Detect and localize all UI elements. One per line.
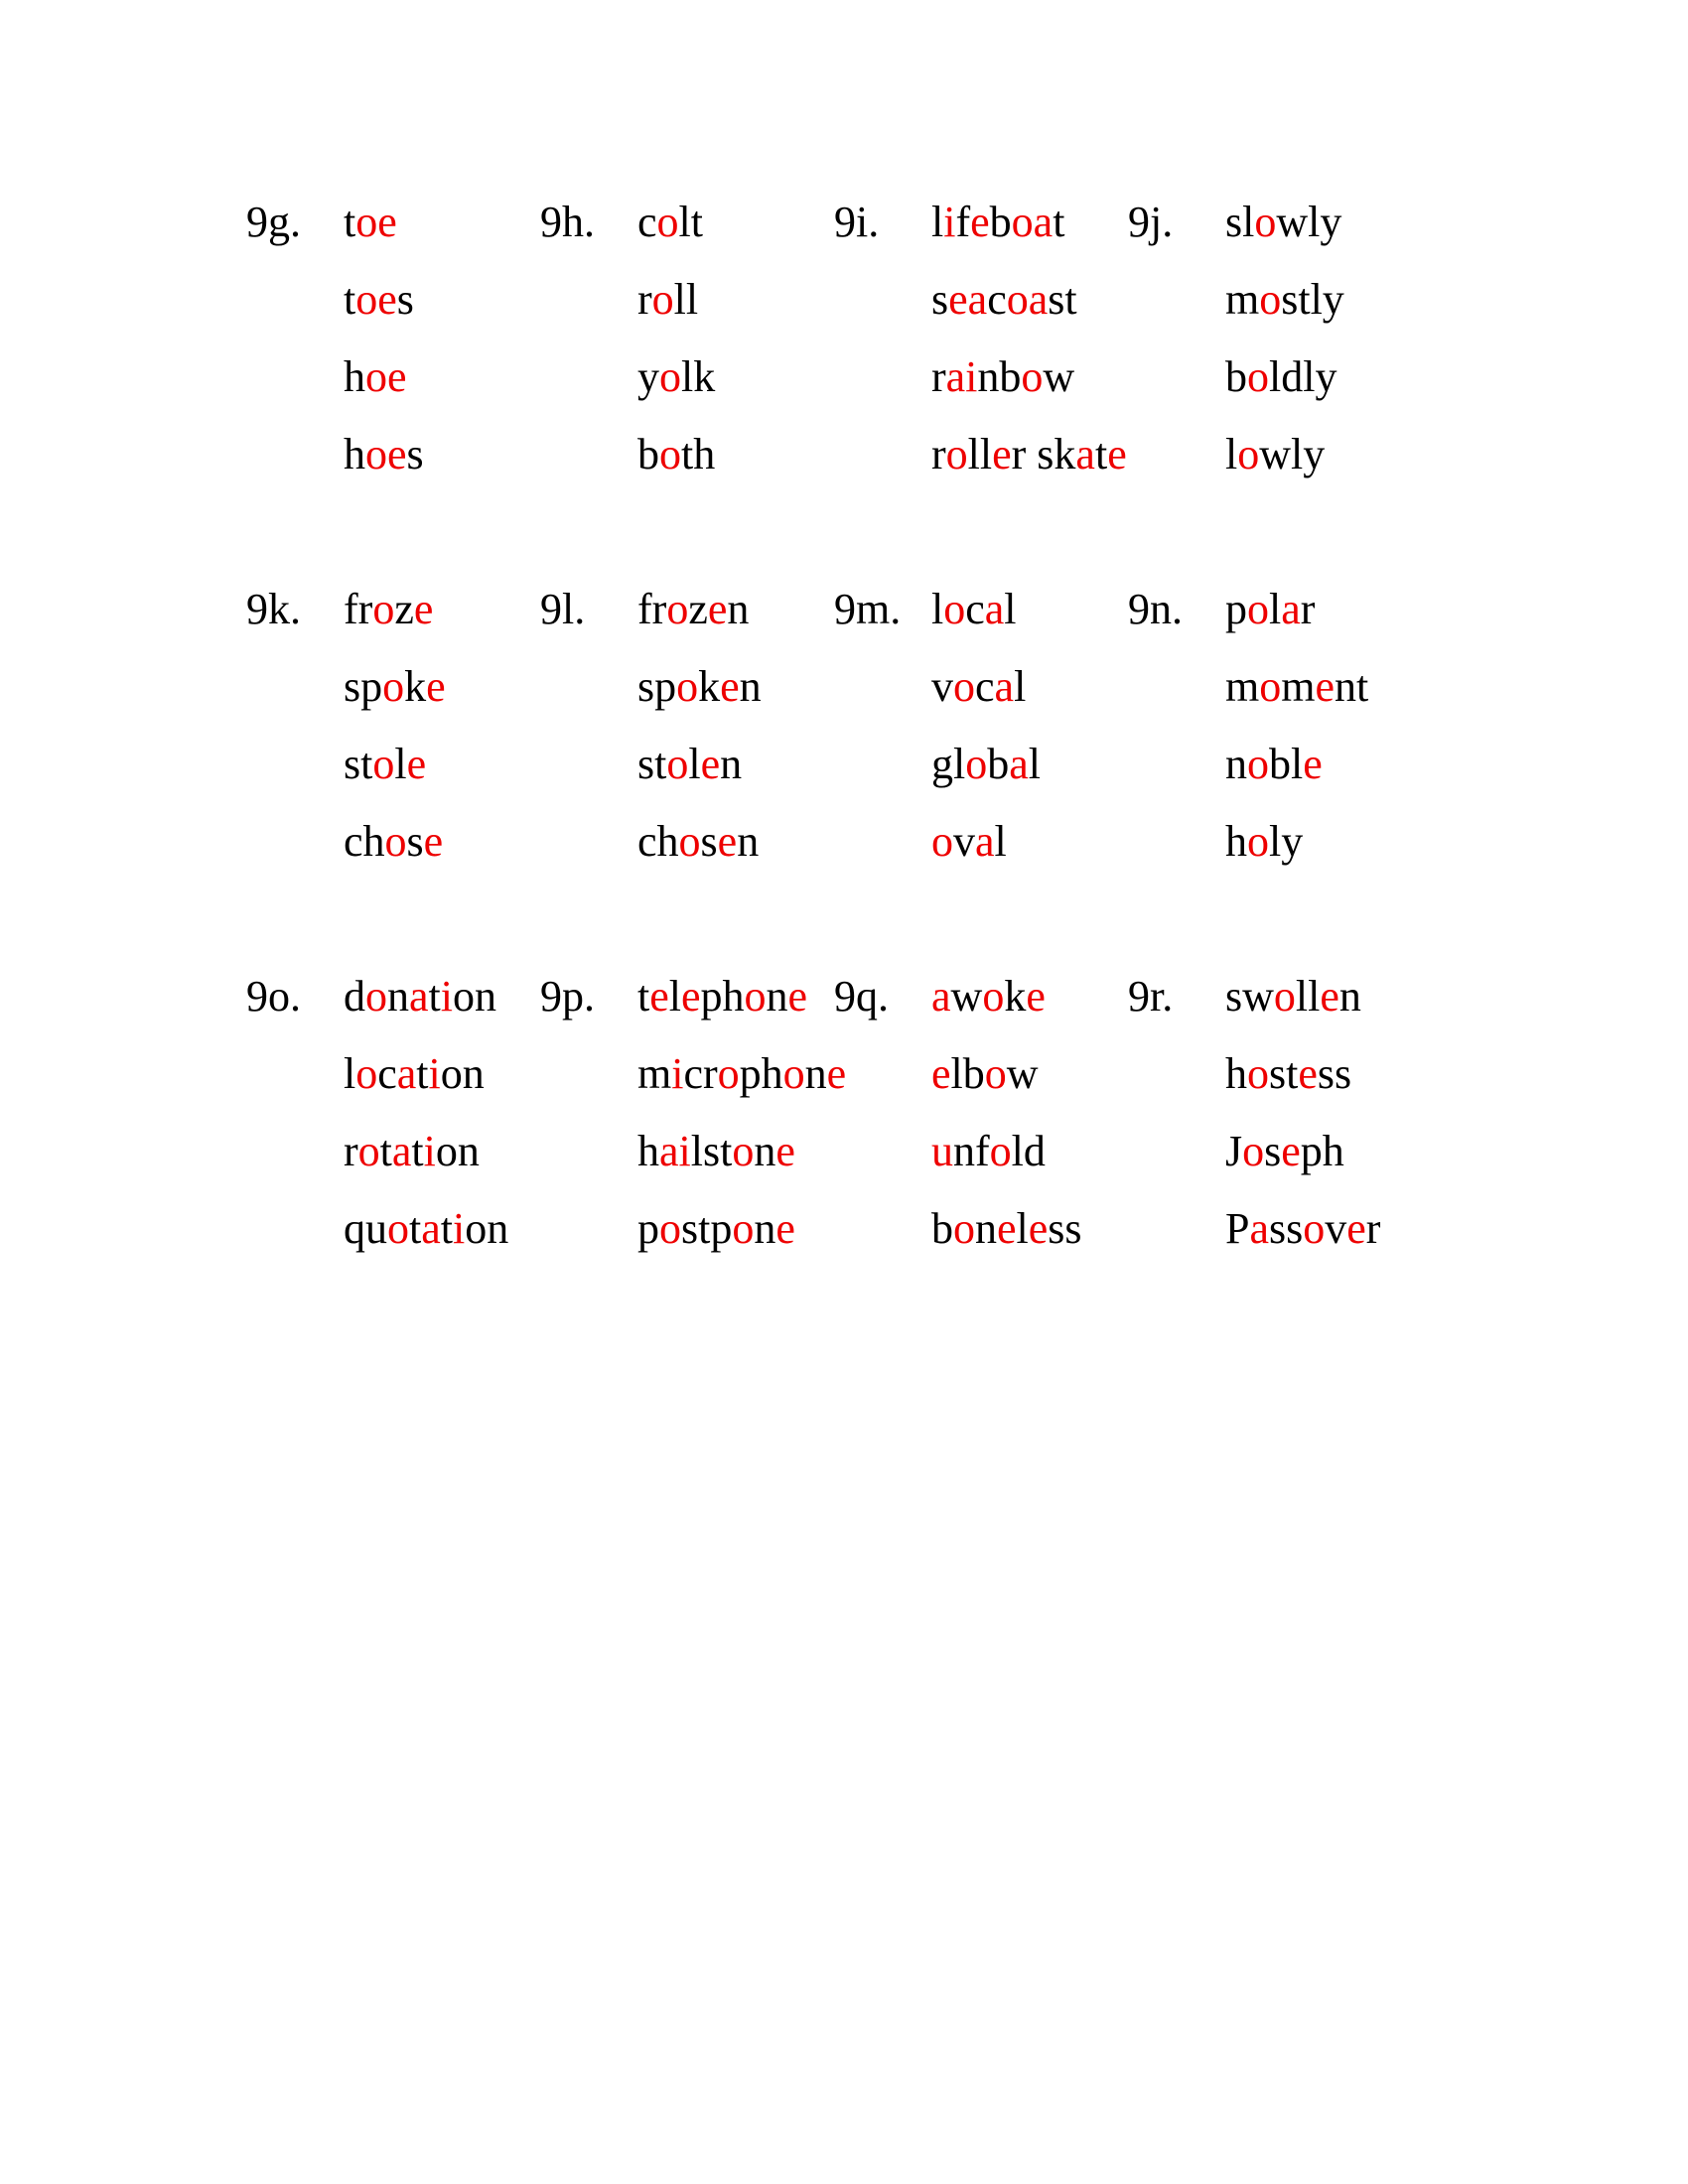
word-entry — [1225, 584, 1315, 635]
highlighted-letters: oa — [1006, 275, 1049, 324]
word-entry — [1225, 1203, 1380, 1255]
plain-letters: k — [1004, 972, 1027, 1021]
highlighted-letters: e — [423, 817, 444, 866]
word-entry — [637, 1126, 795, 1177]
plain-letters: n — [754, 1127, 776, 1175]
highlighted-letters: u — [931, 1127, 953, 1175]
highlighted-letters: o — [651, 275, 674, 324]
plain-letters: s — [406, 817, 424, 866]
plain-letters: l — [1004, 585, 1017, 633]
highlighted-letters: o — [1247, 740, 1269, 788]
plain-letters: st — [637, 740, 667, 788]
plain-letters: cr — [683, 1049, 718, 1098]
highlighted-letters: o — [1247, 352, 1269, 401]
plain-letters: l — [668, 972, 681, 1021]
plain-letters: ss — [1048, 1204, 1082, 1253]
plain-letters: t — [440, 1204, 453, 1253]
plain-letters: c — [975, 662, 995, 711]
plain-letters: s — [1264, 1127, 1282, 1175]
highlighted-letters: o — [931, 817, 953, 866]
word-entry — [637, 584, 749, 635]
word-entry — [931, 971, 1046, 1023]
plain-letters: n — [739, 662, 762, 711]
word-entry — [637, 1203, 795, 1255]
word-entry — [637, 661, 762, 713]
plain-letters: l — [688, 740, 701, 788]
word-entry — [1225, 274, 1344, 326]
highlighted-letters: o — [372, 740, 395, 788]
plain-letters: ly — [1269, 817, 1304, 866]
plain-letters: r — [344, 1127, 358, 1175]
highlighted-letters: o — [732, 1204, 755, 1253]
plain-letters: k — [698, 662, 721, 711]
plain-letters: n — [766, 972, 788, 1021]
plain-letters: stp — [681, 1204, 733, 1253]
plain-letters: P — [1225, 1204, 1250, 1253]
word-entry — [931, 1203, 1082, 1255]
word-entry — [344, 197, 397, 248]
plain-letters: h — [344, 352, 365, 401]
group-label: 9j. — [1128, 198, 1174, 246]
word-entry — [344, 1048, 485, 1100]
highlighted-letters: o — [732, 1127, 755, 1175]
word-entry — [931, 1126, 1046, 1177]
plain-letters: b — [987, 740, 1010, 788]
plain-letters: wly — [1276, 198, 1342, 246]
highlighted-letters: o — [659, 352, 681, 401]
highlighted-letters: o — [357, 1127, 380, 1175]
highlighted-letters: a — [396, 1049, 417, 1098]
highlighted-letters: a — [931, 972, 951, 1021]
plain-letters: l — [394, 740, 407, 788]
plain-letters: h — [344, 430, 365, 478]
word-entry — [344, 1203, 508, 1255]
highlighted-letters: o — [717, 1049, 740, 1098]
plain-letters: n — [737, 817, 760, 866]
plain-letters: on — [435, 1127, 480, 1175]
highlighted-letters: e — [1298, 1049, 1318, 1098]
highlighted-letters: o — [989, 1127, 1012, 1175]
word-entry — [637, 971, 807, 1023]
highlighted-letters: o — [355, 1049, 378, 1098]
plain-letters: c — [965, 585, 985, 633]
plain-letters: l — [931, 198, 944, 246]
plain-letters: n — [387, 972, 409, 1021]
highlighted-letters: a — [975, 817, 995, 866]
word-entry — [344, 816, 443, 868]
highlighted-letters: o — [1021, 352, 1044, 401]
group-label: 9r. — [1128, 972, 1174, 1021]
plain-letters: r — [931, 430, 946, 478]
plain-letters: st — [1048, 275, 1077, 324]
plain-letters: t — [637, 972, 650, 1021]
plain-letters: l — [1269, 585, 1282, 633]
highlighted-letters: a — [1281, 585, 1301, 633]
highlighted-letters: i — [423, 1127, 436, 1175]
plain-letters: gl — [931, 740, 966, 788]
highlighted-letters: o — [659, 1204, 681, 1253]
plain-letters: k — [404, 662, 427, 711]
highlighted-letters: i — [671, 1049, 684, 1098]
plain-letters: t — [379, 1127, 392, 1175]
plain-letters: lk — [681, 352, 716, 401]
highlighted-letters: o — [965, 740, 988, 788]
plain-letters: t — [409, 1204, 422, 1253]
word-entry — [344, 429, 424, 480]
plain-letters: n — [975, 1204, 997, 1253]
plain-letters: v — [931, 662, 953, 711]
plain-letters: r sk — [1011, 430, 1076, 478]
plain-letters: n — [1338, 972, 1361, 1021]
highlighted-letters: e — [826, 1049, 847, 1098]
plain-letters: m — [1225, 275, 1260, 324]
plain-letters: fr — [344, 585, 373, 633]
plain-letters: s — [700, 817, 718, 866]
highlighted-letters: e — [775, 1204, 795, 1253]
highlighted-letters: o — [1237, 430, 1260, 478]
word-entry — [637, 739, 742, 790]
highlighted-letters: o — [945, 430, 968, 478]
highlighted-letters: ai — [945, 352, 978, 401]
word-entry — [1225, 1126, 1344, 1177]
highlighted-letters: e — [1303, 740, 1323, 788]
plain-letters: t — [1053, 198, 1065, 246]
plain-letters: l — [1014, 662, 1027, 711]
highlighted-letters: a — [391, 1127, 412, 1175]
plain-letters: ll — [967, 430, 993, 478]
plain-letters: lst — [690, 1127, 733, 1175]
plain-letters: b — [1225, 352, 1247, 401]
plain-letters: n — [804, 1049, 827, 1098]
plain-letters: l — [994, 817, 1007, 866]
plain-letters: r — [1300, 585, 1316, 633]
highlighted-letters: a — [421, 1204, 441, 1253]
word-entry — [931, 197, 1064, 248]
plain-letters: v — [1325, 1204, 1347, 1253]
plain-letters: nb — [977, 352, 1022, 401]
plain-letters: ph — [1300, 1127, 1344, 1175]
highlighted-letters: o — [953, 1204, 975, 1253]
highlighted-letters: o — [382, 662, 405, 711]
plain-letters: w — [1006, 1049, 1039, 1098]
word-entry — [344, 351, 407, 403]
word-entry — [1225, 739, 1323, 790]
plain-letters: ll — [1295, 972, 1321, 1021]
plain-letters: c — [377, 1049, 397, 1098]
plain-letters: n — [720, 740, 743, 788]
highlighted-letters: o — [953, 662, 975, 711]
highlighted-letters: o — [1247, 1049, 1269, 1098]
group-label: 9p. — [540, 972, 595, 1021]
highlighted-letters: oa — [1011, 198, 1054, 246]
highlighted-letters: e — [700, 740, 721, 788]
highlighted-letters: o — [659, 430, 681, 478]
word-entry — [1225, 429, 1325, 480]
plain-letters: l — [344, 1049, 356, 1098]
highlighted-letters: e — [1281, 1127, 1301, 1175]
plain-letters: ss — [1269, 1204, 1304, 1253]
plain-letters: ph — [739, 1049, 783, 1098]
plain-letters: J — [1225, 1127, 1243, 1175]
plain-letters: d — [344, 972, 365, 1021]
highlighted-letters: o — [744, 972, 767, 1021]
plain-letters: ph — [700, 972, 745, 1021]
word-entry — [637, 197, 703, 248]
plain-letters: n — [1225, 740, 1247, 788]
plain-letters: h — [637, 1127, 659, 1175]
plain-letters: on — [465, 1204, 509, 1253]
plain-letters: c — [637, 198, 657, 246]
highlighted-letters: e — [992, 430, 1012, 478]
highlighted-letters: e — [717, 817, 738, 866]
plain-letters: p — [637, 1204, 659, 1253]
group-label: 9h. — [540, 198, 595, 246]
highlighted-letters: oe — [365, 352, 407, 401]
plain-letters: t — [1094, 430, 1108, 478]
plain-letters: on — [440, 1049, 485, 1098]
highlighted-letters: o — [372, 585, 395, 633]
group-label: 9m. — [834, 585, 902, 633]
highlighted-letters: e — [1320, 972, 1339, 1021]
highlighted-letters: o — [678, 817, 701, 866]
plain-letters: nt — [1335, 662, 1369, 711]
plain-letters: lt — [678, 198, 703, 246]
word-entry — [931, 429, 1127, 480]
plain-letters: ldly — [1269, 352, 1337, 401]
plain-letters: on — [453, 972, 496, 1021]
highlighted-letters: o — [1303, 1204, 1326, 1253]
plain-letters: t — [344, 275, 356, 324]
highlighted-letters: e — [426, 662, 446, 711]
highlighted-letters: oe — [365, 430, 407, 478]
plain-letters: r — [637, 275, 652, 324]
highlighted-letters: o — [982, 972, 1005, 1021]
highlighted-letters: a — [1009, 740, 1029, 788]
word-entry — [637, 816, 759, 868]
plain-letters: h — [1225, 1049, 1247, 1098]
plain-letters: f — [955, 198, 971, 246]
highlighted-letters: e — [1028, 1204, 1049, 1253]
word-entry — [1225, 816, 1303, 868]
highlighted-letters: a — [1075, 430, 1095, 478]
group-label: 9g. — [246, 198, 301, 246]
highlighted-letters: ai — [659, 1127, 691, 1175]
plain-letters: m — [1281, 662, 1316, 711]
highlighted-letters: e — [997, 1204, 1017, 1253]
plain-letters: w — [950, 972, 983, 1021]
word-entry — [931, 1048, 1039, 1100]
plain-letters: lb — [950, 1049, 985, 1098]
highlighted-letters: a — [1249, 1204, 1270, 1253]
highlighted-letters: o — [782, 1049, 805, 1098]
highlighted-letters: o — [1242, 1127, 1265, 1175]
highlighted-letters: o — [1247, 817, 1269, 866]
plain-letters: y — [637, 352, 659, 401]
plain-letters: st — [344, 740, 373, 788]
word-entry — [344, 661, 446, 713]
word-entry — [344, 584, 433, 635]
highlighted-letters: o — [1254, 198, 1277, 246]
plain-letters: sl — [1225, 198, 1255, 246]
plain-letters: l — [1028, 740, 1041, 788]
plain-letters: stly — [1281, 275, 1344, 324]
word-entry — [1225, 351, 1336, 403]
highlighted-letters: a — [984, 585, 1005, 633]
plain-letters: th — [681, 430, 716, 478]
plain-letters: ch — [344, 817, 385, 866]
plain-letters: r — [1365, 1204, 1381, 1253]
highlighted-letters: i — [453, 1204, 466, 1253]
plain-letters: l — [1016, 1204, 1029, 1253]
plain-letters: s — [396, 275, 414, 324]
highlighted-letters: e — [1346, 1204, 1366, 1253]
highlighted-letters: e — [681, 972, 701, 1021]
plain-letters: n — [727, 585, 750, 633]
highlighted-letters: e — [970, 198, 990, 246]
highlighted-letters: i — [428, 1049, 441, 1098]
highlighted-letters: oe — [355, 198, 397, 246]
group-label: 9i. — [834, 198, 880, 246]
plain-letters: ld — [1011, 1127, 1046, 1175]
highlighted-letters: o — [984, 1049, 1007, 1098]
plain-letters: wly — [1259, 430, 1326, 478]
plain-letters: sp — [637, 662, 677, 711]
plain-letters: nf — [953, 1127, 990, 1175]
plain-letters: ll — [673, 275, 699, 324]
word-entry — [344, 739, 426, 790]
highlighted-letters: e — [1026, 972, 1046, 1021]
group-label: 9o. — [246, 972, 301, 1021]
highlighted-letters: e — [775, 1127, 795, 1175]
highlighted-letters: e — [649, 972, 669, 1021]
plain-letters: c — [987, 275, 1007, 324]
plain-letters: s — [406, 430, 424, 478]
highlighted-letters: o — [656, 198, 679, 246]
highlighted-letters: o — [365, 972, 387, 1021]
highlighted-letters: o — [1273, 972, 1296, 1021]
highlighted-letters: ea — [948, 275, 988, 324]
plain-letters: ss — [1317, 1049, 1352, 1098]
word-entry — [931, 274, 1077, 326]
word-entry — [637, 351, 715, 403]
highlighted-letters: e — [406, 740, 427, 788]
plain-letters: sw — [1225, 972, 1274, 1021]
highlighted-letters: o — [1259, 662, 1282, 711]
plain-letters: t — [344, 198, 356, 246]
highlighted-letters: a — [409, 972, 429, 1021]
word-entry — [344, 1126, 480, 1177]
plain-letters: b — [637, 430, 659, 478]
group-label: 9n. — [1128, 585, 1183, 633]
highlighted-letters: e — [413, 585, 434, 633]
highlighted-letters: a — [994, 662, 1015, 711]
word-entry — [931, 661, 1026, 713]
word-entry — [1225, 971, 1361, 1023]
plain-letters: l — [1225, 430, 1238, 478]
word-entry — [1225, 1048, 1351, 1100]
plain-letters: w — [1043, 352, 1075, 401]
word-entry — [1225, 197, 1341, 248]
plain-letters: fr — [637, 585, 667, 633]
highlighted-letters: i — [943, 198, 956, 246]
group-label: 9q. — [834, 972, 889, 1021]
plain-letters: st — [1269, 1049, 1299, 1098]
highlighted-letters: oe — [355, 275, 397, 324]
plain-letters: s — [931, 275, 949, 324]
plain-letters: b — [989, 198, 1012, 246]
plain-letters: b — [931, 1204, 953, 1253]
plain-letters: r — [931, 352, 946, 401]
plain-letters: t — [416, 1049, 429, 1098]
highlighted-letters: e — [720, 662, 740, 711]
plain-letters: p — [1225, 585, 1247, 633]
highlighted-letters: e — [1107, 430, 1127, 478]
highlighted-letters: o — [666, 740, 689, 788]
plain-letters: z — [688, 585, 708, 633]
plain-letters: m — [1225, 662, 1260, 711]
word-entry — [1225, 661, 1368, 713]
word-entry — [637, 429, 715, 480]
word-entry — [931, 739, 1041, 790]
word-entry — [931, 351, 1074, 403]
highlighted-letters: e — [787, 972, 808, 1021]
highlighted-letters: o — [666, 585, 689, 633]
word-entry — [637, 1048, 846, 1100]
word-entry — [931, 584, 1017, 635]
group-label: 9k. — [246, 585, 301, 633]
plain-letters: sp — [344, 662, 383, 711]
group-label: 9l. — [540, 585, 586, 633]
plain-letters: t — [411, 1127, 424, 1175]
word-entry — [637, 274, 698, 326]
highlighted-letters: o — [1259, 275, 1282, 324]
plain-letters: t — [428, 972, 441, 1021]
plain-letters: qu — [344, 1204, 387, 1253]
word-entry — [344, 971, 496, 1023]
plain-letters: h — [1225, 817, 1247, 866]
plain-letters: l — [931, 585, 944, 633]
highlighted-letters: o — [387, 1204, 409, 1253]
highlighted-letters: o — [943, 585, 966, 633]
plain-letters: v — [953, 817, 975, 866]
highlighted-letters: e — [1315, 662, 1335, 711]
highlighted-letters: o — [1247, 585, 1269, 633]
plain-letters: n — [754, 1204, 776, 1253]
highlighted-letters: e — [707, 585, 728, 633]
word-entry — [931, 816, 1007, 868]
plain-letters: ch — [637, 817, 679, 866]
plain-letters: bl — [1269, 740, 1304, 788]
word-entry — [344, 274, 414, 326]
highlighted-letters: o — [384, 817, 407, 866]
highlighted-letters: e — [931, 1049, 951, 1098]
plain-letters: z — [394, 585, 414, 633]
highlighted-letters: o — [676, 662, 699, 711]
plain-letters: m — [637, 1049, 672, 1098]
highlighted-letters: i — [440, 972, 453, 1021]
